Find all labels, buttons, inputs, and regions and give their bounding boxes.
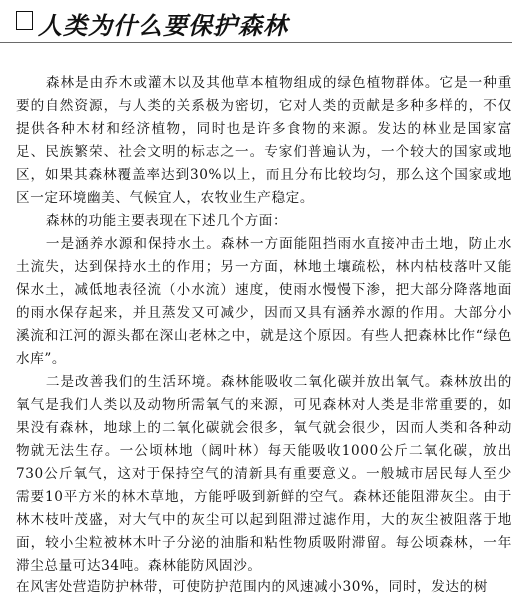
title-square-icon bbox=[16, 11, 33, 30]
paragraph-water: 一是涵养水源和保持水土。森林一方面能阻挡雨水直接冲击土地，防止水土流失，达到保持水土的作用；另一方面，林地土壤疏松，林内枯枝落叶又能保水土，减低地表径流（小水流）速度，使雨水慢慢下渗，把大部分降落地面的雨水保存起来，并且蒸发又可减少，因而又具有涵养水源的作用。大部分小溪流和江河的源头都在深山老林之中，就是这个原因。有些人把森林比作“绿色水库”。 bbox=[16, 236, 512, 367]
cutoff-text-line: 在风害处营造防护林带，可使防护范围内的风速减小30%，同时，发达的树 bbox=[16, 579, 489, 595]
paragraph-functions: 森林的功能主要表现在下述几个方面： bbox=[45, 213, 288, 229]
page-header bbox=[0, 0, 512, 52]
paragraph-environment: 二是改善我们的生活环境。森林能吸收二氧化碳并放出氧气。森林放出的氧气是我们人类以及动物所需氧气的来源，可见森林对人类是非常重要的，如果没有森林，地球上的二氧化碳就会很多，氧气就会很少，因而人类和各种动物就无法生存。一公顷林地（阔叶林）每天能吸收1000公斤二氧化碳，放出730公斤氧气，这对于保持空气的清新具有重要意义。一般城市居民每人至少需要10平方米的林木草地，方能呼吸到新鲜的空气。森林还能阻滞灰尘。由于林木枝叶茂盛，对大气中的灰尘可以起到阻滞过滤作用，大的灰尘被阻落于地面，较小尘粒被林木叶子分泌的油脂和粘性物质吸附滞留。每公顷森林，一年滞尘总量可达34吨。森林能防风固沙。 bbox=[16, 374, 512, 574]
header-divider bbox=[0, 42, 512, 43]
page-title: 人类为什么要保护森林 bbox=[38, 12, 288, 40]
article-body bbox=[16, 72, 512, 595]
paragraph-intro: 森林是由乔木或灌木以及其他草本植物组成的绿色植物群体。它是一种重要的自然资源，与人类的关系极为密切，它对人类的贡献是多种多样的，不仅提供各种木材和经济植物，同时也是许多食物的来源。发达的林业是国家富足、民族繁荣、社会文明的标志之一。专家们普遍认为，一个较大的国家或地区，如果其森林覆盖率达到30%以上，而且分布比较均匀，那么这个国家或地区一定环境幽美、气候宜人，农牧业生产稳定。 bbox=[16, 75, 512, 206]
